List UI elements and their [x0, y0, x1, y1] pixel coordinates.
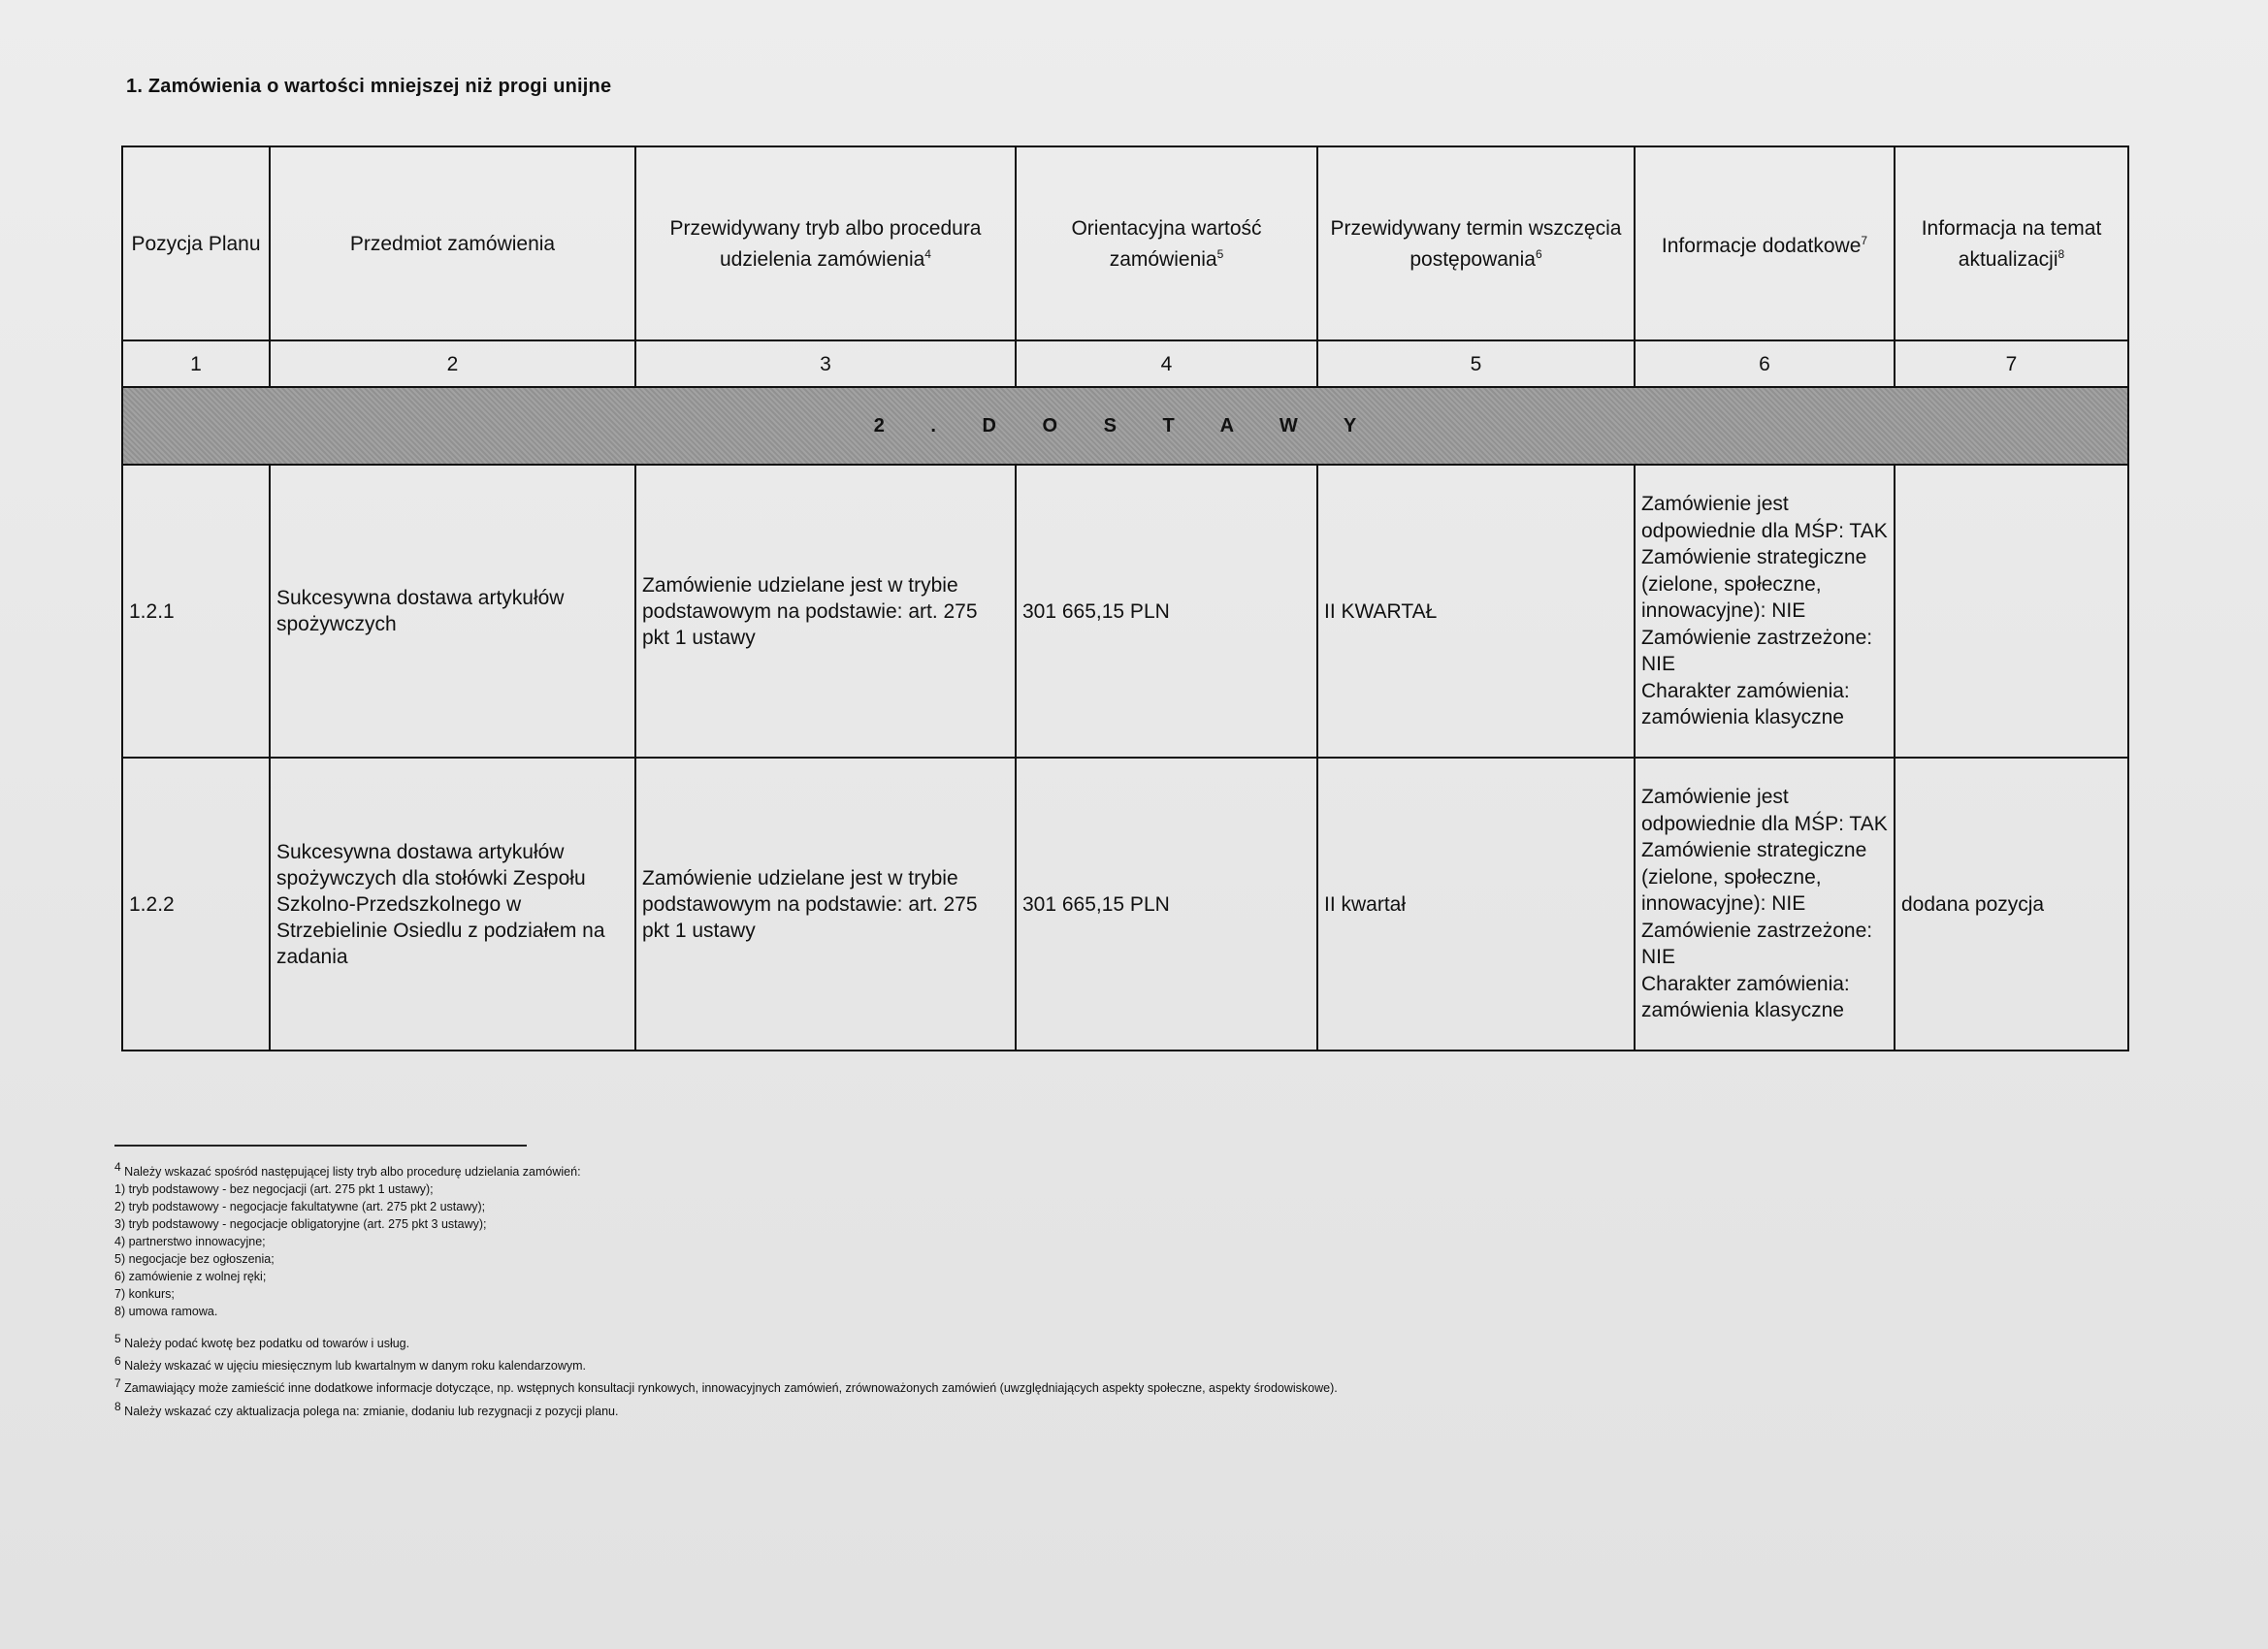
info-line: Zamówienie jest odpowiednie dla MŚP: TAK: [1641, 493, 1888, 542]
info-line: Zamówienie strategiczne (zielone, społeczne, innowacyjne): NIE: [1641, 546, 1867, 623]
row-subject: Sukcesywna dostawa artykułów spożywczych: [270, 465, 635, 758]
header-procedure: Przewidywany tryb albo procedura udzielenia zamówienia$^4$: [635, 146, 1016, 340]
column-number-row: [122, 340, 2128, 387]
row-update-info: dodana pozycja: [1895, 758, 2128, 1051]
row-term: II KWARTAŁ: [1317, 465, 1635, 758]
header-row: [122, 146, 2128, 340]
row-value: 301 665,15 PLN: [1016, 465, 1317, 758]
row-term: II kwartał: [1317, 758, 1635, 1051]
column-number: 3: [635, 340, 1016, 387]
info-line: Zamówienie strategiczne (zielone, społeczne, innowacyjne): NIE: [1641, 839, 1867, 916]
row-position: 1.2.1: [122, 465, 270, 758]
footnote-6: $^6$ Należy wskazać w ujęciu miesięcznym lub kwartalnym w danym roku kalendarzowym.: [114, 1354, 587, 1374]
list-item: 7) konkurs;: [114, 1287, 175, 1302]
row-subject: Sukcesywna dostawa artykułów spożywczych dla stołówki Zespołu Szkolno-Przedszkolnego w Strzebielinie Osiedlu z podziałem na zadania: [270, 758, 635, 1051]
column-number: 2: [270, 340, 635, 387]
row-position: 1.2.2: [122, 758, 270, 1051]
list-item: 6) zamówienie z wolnej ręki;: [114, 1270, 267, 1284]
table-row: [122, 465, 2128, 758]
category-band: 2 . D O S T A W Y: [122, 387, 2128, 465]
list-item: 1) tryb podstawowy - bez negocjacji (art. 275 pkt 1 ustawy);: [114, 1182, 434, 1197]
footnote-4-list: [114, 1180, 1667, 1320]
footnote-4: $^4$ Należy wskazać spośród następującej listy tryb albo procedurę udzielania zamówień:: [114, 1160, 581, 1180]
info-line: Zamówienie zastrzeżone: NIE: [1641, 626, 1873, 676]
header-value: Orientacyjna wartość zamówienia$^5$: [1016, 146, 1317, 340]
row-value: 301 665,15 PLN: [1016, 758, 1317, 1051]
header-update: Informacja na temat aktualizacji$^8$: [1895, 146, 2128, 340]
list-item: 5) negocjacje bez ogłoszenia;: [114, 1252, 275, 1267]
row-additional-info: [1635, 465, 1895, 758]
footnote-7: $^7$ Zamawiający może zamieścić inne dodatkowe informacje dotyczące, np. wstępnych konsultacji rynkowych, innowacyjnych zamówień, zrównoważonych zamówień (uwzględniających aspekty społeczne, aspekty środowiskowe).: [114, 1376, 1338, 1396]
header-subject: Przedmiot zamówienia: [270, 146, 635, 340]
list-item: 8) umowa ramowa.: [114, 1305, 218, 1319]
header-position: Pozycja Planu: [122, 146, 270, 340]
footnotes: [114, 1158, 1667, 1420]
info-line: Zamówienie jest odpowiednie dla MŚP: TAK: [1641, 786, 1888, 835]
row-additional-info: [1635, 758, 1895, 1051]
list-item: 4) partnerstwo innowacyjne;: [114, 1235, 266, 1249]
column-number: 7: [1895, 340, 2128, 387]
column-number: 4: [1016, 340, 1317, 387]
header-term: Przewidywany termin wszczęcia postępowania$^6$: [1317, 146, 1635, 340]
column-number: 5: [1317, 340, 1635, 387]
footnote-5: $^5$ Należy podać kwotę bez podatku od towarów i usług.: [114, 1332, 410, 1351]
row-procedure: Zamówienie udzielane jest w trybie podstawowym na podstawie: art. 275 pkt 1 ustawy: [635, 758, 1016, 1051]
header-info: Informacje dodatkowe$^7$: [1635, 146, 1895, 340]
info-line: Charakter zamówienia: zamówienia klasyczne: [1641, 679, 1850, 729]
category-band-row: [122, 387, 2128, 465]
procurement-plan-table: [121, 146, 2129, 1051]
footnote-8: $^8$ Należy wskazać czy aktualizacja polega na: zmianie, dodaniu lub rezygnacji z pozycji planu.: [114, 1399, 619, 1418]
column-number: 6: [1635, 340, 1895, 387]
info-line: Zamówienie zastrzeżone: NIE: [1641, 919, 1873, 969]
footnote-divider: [114, 1145, 527, 1147]
list-item: 3) tryb podstawowy - negocjacje obligatoryjne (art. 275 pkt 3 ustawy);: [114, 1217, 487, 1232]
info-line: Charakter zamówienia: zamówienia klasyczne: [1641, 972, 1850, 1022]
column-number: 1: [122, 340, 270, 387]
section-title: 1. Zamówienia o wartości mniejszej niż progi unijne: [126, 76, 612, 97]
table-row: [122, 758, 2128, 1051]
row-update-info: [1895, 465, 2128, 758]
row-procedure: Zamówienie udzielane jest w trybie podstawowym na podstawie: art. 275 pkt 1 ustawy: [635, 465, 1016, 758]
list-item: 2) tryb podstawowy - negocjacje fakultatywne (art. 275 pkt 2 ustawy);: [114, 1200, 486, 1214]
